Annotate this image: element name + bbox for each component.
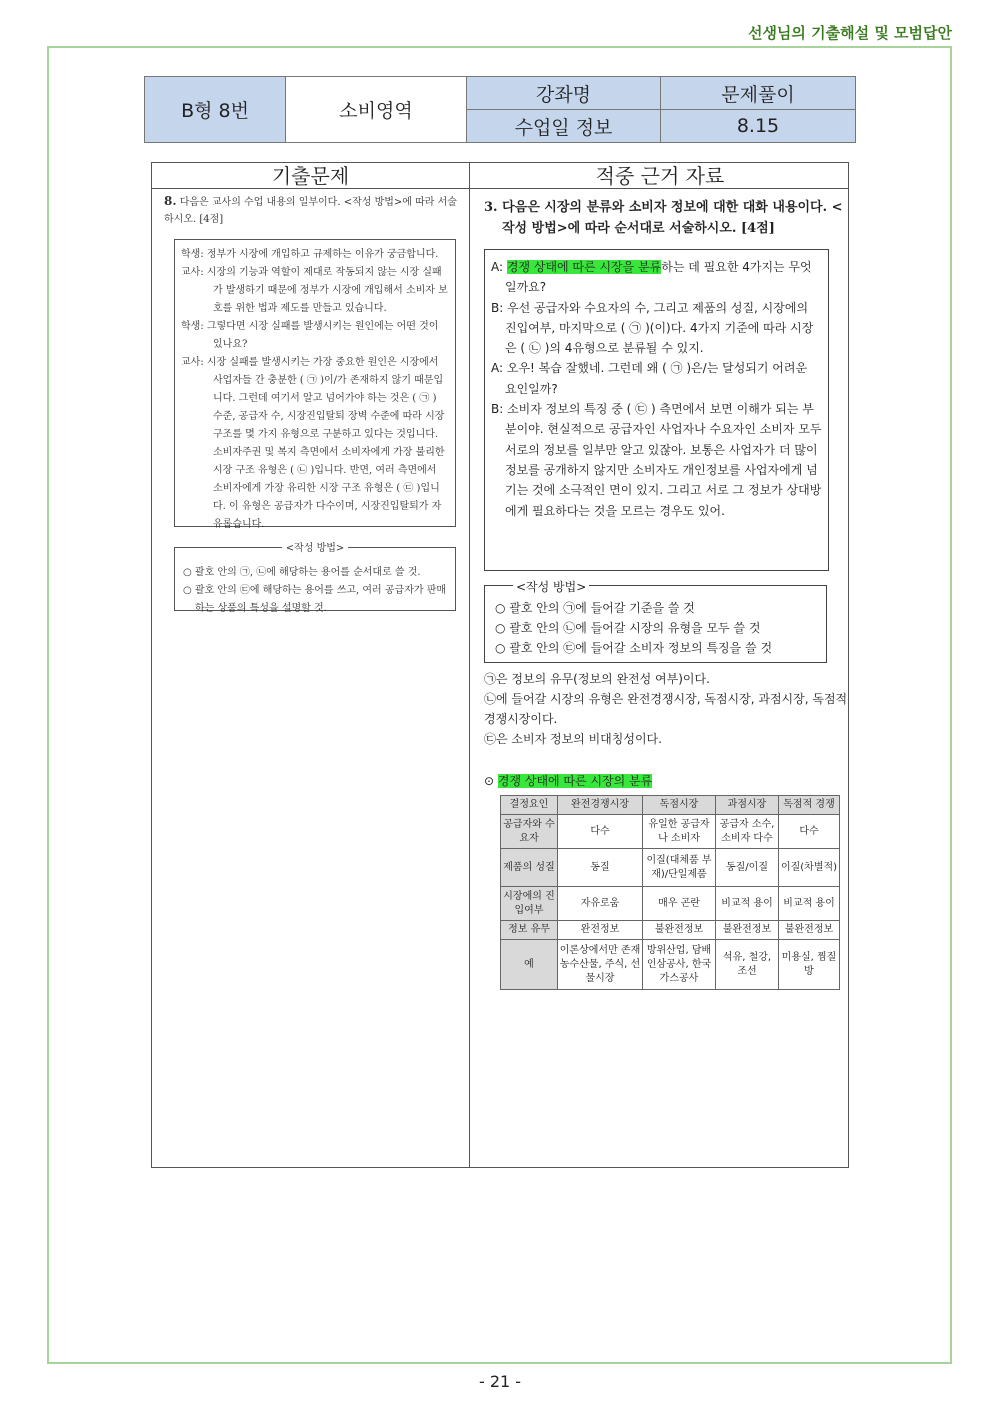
q8-prompt: [164, 193, 459, 228]
q3-method: ○ 괄호 안의 ㉠에 들어갈 기준을 쓸 것: [495, 601, 695, 615]
table-cell: 불완전정보: [779, 921, 840, 940]
table-cell: 동질/이질: [716, 849, 779, 887]
q8-line: 교사: 시장 실패를 발생시키는 가장 중요한 원인은 시장에서 사업자들 간 충분한 ( ㉠ )이/가 존재하지 않기 때문입니다. 그런데 여기서 알고 넘어가야 하는 것은 ( ㉠ ) 수준, 공급자 수, 시장진입탈퇴 장벽 수준에 따라 시장 구조를 몇 가지 유형으로 구분하고 있다는 것입니다. 소비자주권 및 복지 측면에서 소비자에게 가장 불리한 시장 구조 유형은 ( ㉡ )입니다. 반면, 여러 측면에서 소비자에게 가장 유리한 시장 구조 유형은 ( ㉢ )입니다. 이 유형은 공급자가 다수이며, 시장진입탈퇴가 자유롭습니다.: [181, 357, 445, 530]
q3-line-b2: B: 소비자 정보의 특징 중 ( ㉢ ) 측면에서 보면 이해가 되는 부분이야. 현실적으로 공급자인 사업자나 수요자인 소비자 모두 서로의 정보를 일부만 알고 있잖아. 보통은 사업자가 더 많이 정보를 공개하지 않지만 소비자도 개인정보를 사업자에게 넘기는 것에 소극적인 면이 있지. 그리고 서로 그 정보가 상대방에게 필요하다는 것을 모르는 경우도 있어.: [491, 402, 822, 518]
table-cell: 석유, 철강, 조선: [716, 940, 779, 990]
table-header-cell: 독점시장: [643, 796, 716, 815]
date-value: 8.15: [661, 110, 856, 143]
table-header-row: [501, 796, 840, 815]
table-cell: 공급자 소수, 소비자 다수: [716, 815, 779, 849]
table-row: [501, 849, 840, 887]
table-cell: 이질(대체품 부재)/단일제품: [643, 849, 716, 887]
table-cell: 비교적 용이: [779, 887, 840, 921]
info-table: [144, 76, 856, 143]
classification-title-text: 경쟁 상태에 따른 시장의 분류: [497, 774, 653, 788]
table-cell: 이질(차별적): [779, 849, 840, 887]
q8-method: ○ 괄호 안의 ㉢에 해당하는 용어를 쓰고, 여러 공급자가 판매하는 상품의 특성을 설명할 것.: [183, 585, 447, 614]
table-cell: 동질: [558, 849, 643, 887]
q8-dialogue-box: [174, 239, 456, 530]
table-row: [501, 940, 840, 990]
q3-line-text: 하는 데 필요한 4가지는 무엇일까요?: [505, 260, 812, 295]
table-cell: 미용실, 찜질방: [779, 940, 840, 990]
table-header-cell: 과점시장: [716, 796, 779, 815]
answer-line: ㉠은 정보의 유무(정보의 완전성 여부)이다.: [484, 672, 710, 686]
table-cell: 방위산업, 담배인삼공사, 한국가스공사: [643, 940, 716, 990]
column-divider: [469, 163, 470, 1167]
q3-line-a1: [491, 257, 822, 298]
answer-line: ㉢은 소비자 정보의 비대칭성이다.: [484, 732, 662, 746]
table-cell: 다수: [779, 815, 840, 849]
area: 소비영역: [286, 77, 467, 143]
q3-line-b1: B: 우선 공급자와 수요자의 수, 그리고 제품의 성질, 시장에의 진입여부, 마지막으로 ( ㉠ )(이)다. 4가지 기준에 따라 시장은 ( ㉡ )의 4유형으로 분류될 수 있지.: [491, 300, 814, 356]
q3-prompt: 3. 다음은 시장의 분류와 소비자 정보에 대한 대화 내용이다. <작성 방법>에 따라 순서대로 서술하시오. [4점]: [484, 200, 843, 236]
table-cell: 불완전정보: [643, 921, 716, 940]
bullet-icon: ⊙: [484, 774, 498, 788]
answer-line: ㉡에 들어갈 시장의 유형은 완전경쟁시장, 독점시장, 과점시장, 독점적 경쟁시장이다.: [484, 692, 848, 726]
content-table: [151, 162, 849, 1168]
lecture-value: 문제풀이: [661, 77, 856, 110]
table-cell: 제품의 성질: [501, 849, 558, 887]
answer-block: [484, 669, 849, 749]
table-cell: 시장에의 진입여부: [501, 887, 558, 921]
table-cell: 유일한 공급자나 소비자: [643, 815, 716, 849]
page-number: - 21 -: [478, 1372, 522, 1391]
classification-title: [484, 772, 652, 789]
highlight-text: 경쟁 상태에 따른 시장을 분류: [506, 260, 662, 274]
table-header-cell: 독점적 경쟁: [779, 796, 840, 815]
table-cell: 자유로움: [558, 887, 643, 921]
q8-prompt-text: 다음은 교사의 수업 내용의 일부이다. <작성 방법>에 따라 서술하시오. [4점]: [164, 197, 457, 225]
table-row: [501, 887, 840, 921]
q3-line-a2: A: 오우! 복습 잘했네. 그런데 왜 ( ㉠ )은/는 달성되기 어려운 요인일까?: [491, 361, 808, 396]
market-classification-table: [500, 795, 840, 990]
q3-dialogue-box: [484, 249, 829, 571]
table-cell: 공급자와 수요자: [501, 815, 558, 849]
table-cell: 완전정보: [558, 921, 643, 940]
q8-method-title: <작성 방법>: [282, 543, 349, 554]
type-number: B형 8번: [145, 77, 286, 143]
column-header-row: [152, 163, 848, 189]
table-cell: 비교적 용이: [716, 887, 779, 921]
lecture-label: 강좌명: [467, 77, 661, 110]
table-cell: 이론상에서만 존재 농수산물, 주식, 선물시장: [558, 940, 643, 990]
q3-method: ○ 괄호 안의 ㉡에 들어갈 시장의 유형을 모두 쓸 것: [495, 621, 761, 635]
table-row: [501, 921, 840, 940]
q8-method: ○ 괄호 안의 ㉠, ㉡에 해당하는 용어를 순서대로 쓸 것.: [183, 567, 421, 578]
table-cell: 정보 유무: [501, 921, 558, 940]
table-row: [501, 815, 840, 849]
q8-line: 학생: 정부가 시장에 개입하고 규제하는 이유가 궁금합니다.: [181, 249, 439, 260]
q3-method: ○ 괄호 안의 ㉢에 들어갈 소비자 정보의 특징을 쓸 것: [495, 641, 773, 655]
q3-method-box: [484, 580, 827, 663]
table-cell: 매우 곤란: [643, 887, 716, 921]
table-header-cell: 결정요인: [501, 796, 558, 815]
q8-method-box: [174, 543, 456, 614]
q8-number: 8.: [164, 194, 177, 208]
q8-line: 학생: 그렇다면 시장 실패를 발생시키는 원인에는 어떤 것이 있나요?: [181, 321, 439, 350]
table-cell: 다수: [558, 815, 643, 849]
speaker-label: A:: [491, 260, 507, 274]
header-title: 선생님의 기출해설 및 모범답안: [747, 24, 952, 42]
right-column-title: 적중 근거 자료: [595, 164, 725, 188]
q8-line: 교사: 시장의 기능과 역할이 제대로 작동되지 않는 시장 실패가 발생하기 때문에 정부가 시장에 개입해서 소비자 보호를 위한 법과 제도를 만들고 있습니다.: [181, 267, 448, 314]
q3-method-title: <작성 방법>: [513, 580, 589, 594]
table-cell: 불완전정보: [716, 921, 779, 940]
date-label: 수업일 정보: [467, 110, 661, 143]
table-header-cell: 완전경쟁시장: [558, 796, 643, 815]
left-column-title: 기출문제: [271, 164, 350, 188]
table-cell: 예: [501, 940, 558, 990]
